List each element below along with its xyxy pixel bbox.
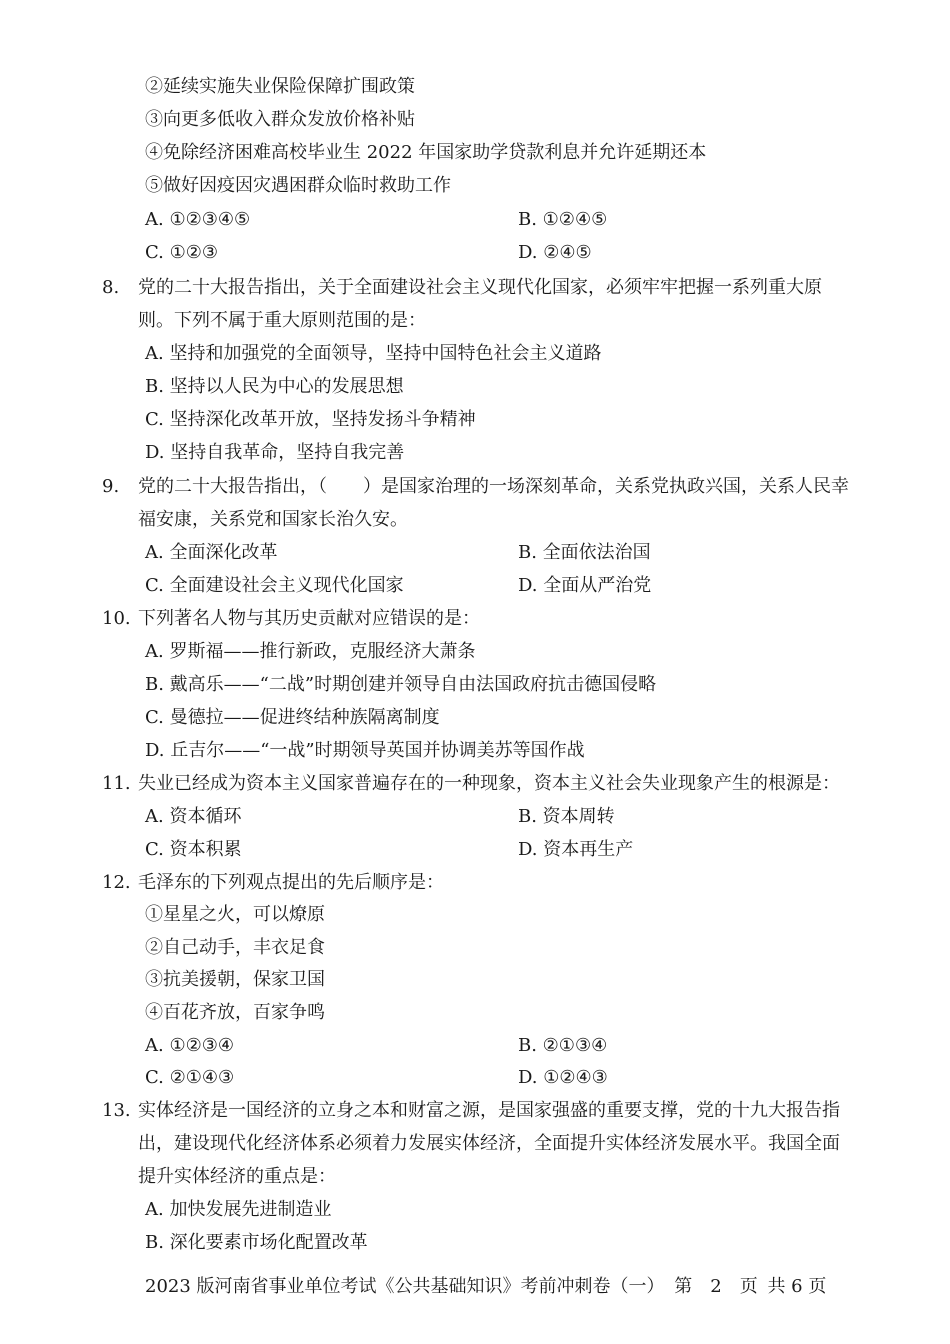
q12-number: 12. xyxy=(102,872,131,893)
q8-option-c: C. 坚持深化改革开放，坚持发扬斗争精神 xyxy=(145,409,476,430)
q8-option-b: B. 坚持以人民为中心的发展思想 xyxy=(145,376,404,397)
q12-item-3: ③抗美援朝，保家卫国 xyxy=(145,969,325,990)
q10-option-c: C. 曼德拉——促进终结种族隔离制度 xyxy=(145,707,440,728)
footer-total-pages: 共 6 页 xyxy=(767,1276,827,1297)
q12-stem: 毛泽东的下列观点提出的先后顺序是： xyxy=(138,872,444,893)
q12-item-4: ④百花齐放，百家争鸣 xyxy=(145,1002,325,1023)
q11-stem: 失业已经成为资本主义国家普遍存在的一种现象，资本主义社会失业现象产生的根源是： xyxy=(138,773,840,794)
q8-stem-line-1: 党的二十大报告指出，关于全面建设社会主义现代化国家，必须牢牢把握一系列重大原 xyxy=(138,277,822,298)
q8-number: 8. xyxy=(102,277,120,298)
q13-stem-line-1: 实体经济是一国经济的立身之本和财富之源，是国家强盛的重要支撑，党的十九大报告指 xyxy=(138,1100,840,1121)
q13-option-a: A. 加快发展先进制造业 xyxy=(145,1199,332,1220)
q9-option-a: A. 全面深化改革 xyxy=(145,542,278,563)
q8-option-d: D. 坚持自我革命，坚持自我完善 xyxy=(145,442,405,463)
q13-number: 13. xyxy=(102,1100,131,1121)
q7-item-2: ②延续实施失业保险保障扩围政策 xyxy=(145,76,415,97)
q10-option-a: A. 罗斯福——推行新政，克服经济大萧条 xyxy=(145,641,476,662)
q12-option-b: B. ②①③④ xyxy=(518,1035,608,1056)
q12-item-1: ①星星之火，可以燎原 xyxy=(145,904,325,925)
q11-option-d: D. 资本再生产 xyxy=(518,839,634,860)
q8-option-a: A. 坚持和加强党的全面领导，坚持中国特色社会主义道路 xyxy=(145,343,602,364)
q12-option-a: A. ①②③④ xyxy=(145,1035,234,1056)
q8-stem-line-2: 则。下列不属于重大原则范围的是： xyxy=(138,310,426,331)
q11-option-b: B. 资本周转 xyxy=(518,806,615,827)
q9-option-c: C. 全面建设社会主义现代化国家 xyxy=(145,575,404,596)
footer-title: 2023 版河南省事业单位考试《公共基础知识》考前冲刺卷（一） xyxy=(145,1276,665,1297)
q13-option-b: B. 深化要素市场化配置改革 xyxy=(145,1232,368,1253)
q9-option-b: B. 全面依法治国 xyxy=(518,542,651,563)
q12-option-d: D. ①②④③ xyxy=(518,1067,608,1088)
q13-stem-line-2: 出，建设现代化经济体系必须着力发展实体经济，全面提升实体经济发展水平。我国全面 xyxy=(138,1133,840,1154)
q7-option-d: D. ②④⑤ xyxy=(518,242,592,263)
q11-number: 11. xyxy=(102,773,131,794)
q7-option-a: A. ①②③④⑤ xyxy=(145,209,251,230)
q7-item-4: ④免除经济困难高校毕业生 2022 年国家助学贷款利息并允许延期还本 xyxy=(145,142,707,163)
q10-number: 10. xyxy=(102,608,131,629)
q10-option-d: D. 丘吉尔——“一战”时期领导英国并协调美苏等国作战 xyxy=(145,740,585,761)
q9-stem-line-2: 福安康，关系党和国家长治久安。 xyxy=(138,509,408,530)
q10-stem: 下列著名人物与其历史贡献对应错误的是： xyxy=(138,608,480,629)
q7-item-3: ③向更多低收入群众发放价格补贴 xyxy=(145,109,415,130)
q11-option-c: C. 资本积累 xyxy=(145,839,242,860)
q12-option-c: C. ②①④③ xyxy=(145,1067,235,1088)
q9-option-d: D. 全面从严治党 xyxy=(518,575,652,596)
page-footer xyxy=(145,1276,830,1298)
q9-number: 9. xyxy=(102,476,120,497)
q7-item-5: ⑤做好因疫因灾遇困群众临时救助工作 xyxy=(145,175,451,196)
q7-option-c: C. ①②③ xyxy=(145,242,218,263)
q12-item-2: ②自己动手，丰衣足食 xyxy=(145,937,325,958)
q10-option-b: B. 戴高乐——“二战”时期创建并领导自由法国政府抗击德国侵略 xyxy=(145,674,657,695)
q13-stem-line-3: 提升实体经济的重点是： xyxy=(138,1166,336,1187)
footer-page-number: 第 2 页 xyxy=(674,1276,758,1297)
q7-option-b: B. ①②④⑤ xyxy=(518,209,608,230)
q9-stem-line-1: 党的二十大报告指出，（ ）是国家治理的一场深刻革命，关系党执政兴国，关系人民幸 xyxy=(138,476,849,497)
q11-option-a: A. 资本循环 xyxy=(145,806,242,827)
